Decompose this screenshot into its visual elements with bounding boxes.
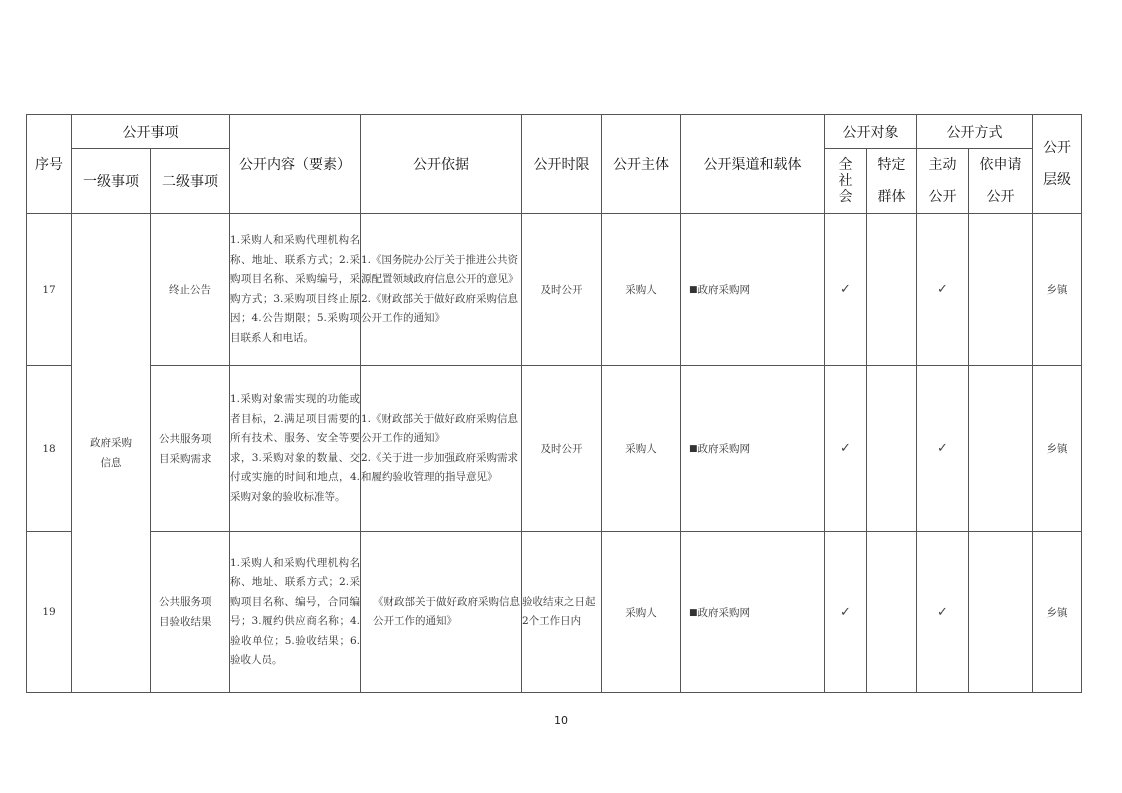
header-method-request [969,149,1033,214]
row-target-all [825,532,867,693]
header-target-specific-line-1: 特定 [877,157,906,173]
header-method-active-line-1: 主动 [928,157,957,173]
header-target-specific [867,149,917,214]
row-method-request [969,366,1033,532]
row-time: 及时公开 [522,214,602,366]
row-content: 1.采购人和采购代理机构名称、地址、联系方式；2.采购项目名称、采购编号，采购方式；3.采购项目终止原因；4.公告期限；5.采购项目联系人和电话。 [230,214,361,366]
row-time: 及时公开 [522,366,602,532]
row-method-active [917,532,969,693]
header-seq: 序号 [27,115,72,214]
row-channel-text: 政府采购网 [697,284,751,296]
row-target-all [825,366,867,532]
row-target-specific [867,214,917,366]
table-row [27,366,1082,532]
table-row [27,532,1082,693]
row-channel-text: 政府采购网 [697,443,751,455]
header-target-specific-line-2: 群体 [877,189,906,205]
square-bullet-icon: ■ [689,444,698,454]
table-row [27,214,1082,366]
header-level-line-1: 公开 [1043,140,1071,156]
row-method-request [969,532,1033,693]
row-seq: 18 [27,366,72,532]
square-bullet-icon: ■ [689,607,698,618]
row-subject: 采购人 [602,214,681,366]
row-method-active [917,214,969,366]
check-icon: ✓ [840,604,851,620]
row-level2: 公共服务项目采购需求 [159,432,212,465]
row-basis [361,532,522,693]
row-basis-item-1: 1.《国务院办公厅关于推进公共资源配置领域政府信息公开的意见》 [361,253,519,285]
header-content: 公开内容（要素） [230,115,361,214]
row-seq: 19 [27,532,72,693]
row-basis-item-1: 1.《财政部关于做好政府采购信息公开工作的通知》 [361,412,519,444]
header-row-1 [27,115,1082,149]
page-number: 10 [554,714,568,727]
check-icon: ✓ [937,441,948,456]
check-icon: ✓ [840,441,851,456]
header-channel: 公开渠道和载体 [681,115,825,214]
header-level [1033,115,1082,214]
row-level2-cell [151,532,230,693]
group-label: 政府采购信息 [90,437,132,469]
row-method-request [969,214,1033,366]
row-channel [681,214,825,366]
header-level2: 二级事项 [151,149,230,214]
row-subject: 采购人 [602,532,681,693]
row-target-all [825,214,867,366]
check-icon: ✓ [937,282,948,297]
header-target-all [825,149,867,214]
row-level: 乡镇 [1033,532,1082,693]
row-level: 乡镇 [1033,214,1082,366]
header-target-all-text: 全社会 [838,157,853,205]
row-channel [681,366,825,532]
header-target: 公开对象 [825,115,917,149]
group-cell [72,214,151,693]
row-target-specific [867,366,917,532]
row-method-active [917,366,969,532]
row-content: 1.采购对象需实现的功能或者目标，2.满足项目需要的所有技术、服务、安全等要求，3.采购对象的数量、交付或实施的时间和地点，4.采购对象的验收标准等。 [230,366,361,532]
row-basis-item-1: 《财政部关于做好政府采购信息公开工作的通知》 [373,595,520,627]
row-time: 验收结束之日起2个工作日内 [522,532,602,693]
square-bullet-icon: ■ [689,285,698,295]
row-seq: 17 [27,214,72,366]
header-level-line-2: 层级 [1043,172,1071,188]
row-basis-item-2: 2.《财政部关于做好政府采购信息公开工作的通知》 [361,292,519,324]
row-basis-item-2: 2.《关于进一步加强政府采购需求和履约验收管理的指导意见》 [361,451,519,483]
header-method-request-line-2: 公开 [986,189,1015,205]
row-basis [361,366,522,532]
header-method-active [917,149,969,214]
row-level2: 终止公告 [151,214,230,366]
header-basis: 公开依据 [361,115,522,214]
disclosure-table [26,114,1082,693]
row-content: 1.采购人和采购代理机构名称、地址、联系方式；2.采购项目名称、编号，合同编号；3.履约供应商名称；4.验收单位；5.验收结果；6.验收人员。 [230,532,361,693]
row-level: 乡镇 [1033,366,1082,532]
row-channel [681,532,825,693]
header-subject: 公开主体 [602,115,681,214]
header-method-active-line-2: 公开 [928,189,957,205]
row-target-specific [867,532,917,693]
row-basis [361,214,522,366]
header-time-limit: 公开时限 [522,115,602,214]
header-method-request-line-1: 依申请 [979,157,1022,173]
check-icon: ✓ [840,282,851,297]
row-channel-text: 政府采购网 [697,606,751,619]
row-level2: 公共服务项目验收结果 [159,596,212,628]
header-level1: 一级事项 [72,149,151,214]
header-method: 公开方式 [917,115,1033,149]
row-subject: 采购人 [602,366,681,532]
check-icon: ✓ [937,604,948,620]
header-items: 公开事项 [72,115,230,149]
row-level2-cell [151,366,230,532]
